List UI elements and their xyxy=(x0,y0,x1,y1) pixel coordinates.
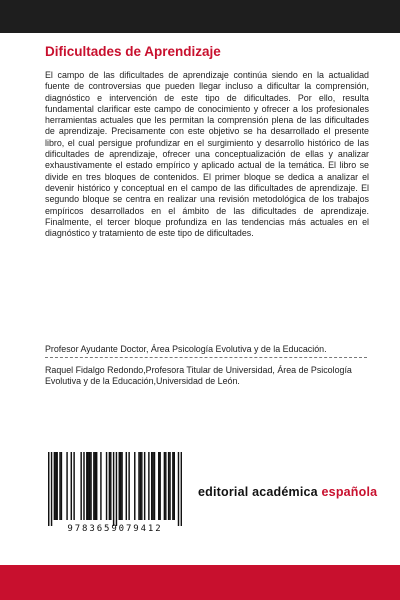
barcode-bar xyxy=(54,452,55,520)
barcode-bar xyxy=(95,452,96,520)
barcode-bar xyxy=(169,452,170,520)
barcode-bar xyxy=(178,452,179,526)
barcode-bar xyxy=(120,452,121,520)
barcode-bar xyxy=(56,452,57,520)
barcode-bar xyxy=(109,452,110,520)
barcode-bar xyxy=(51,452,52,526)
barcode-bar xyxy=(61,452,62,520)
barcode-bar xyxy=(134,452,135,520)
barcode-bar xyxy=(144,452,145,520)
top-band xyxy=(0,0,400,33)
barcode-bar xyxy=(119,452,120,520)
barcode-bars xyxy=(48,452,182,526)
author-divider xyxy=(45,357,367,358)
barcode-bar xyxy=(152,452,153,520)
barcode-bar xyxy=(148,452,149,520)
barcode-bar xyxy=(164,452,165,520)
author-bio-1: Profesor Ayudante Doctor, Área Psicología Evolutiva y de la Educación. xyxy=(45,344,327,354)
barcode-bar xyxy=(172,452,173,520)
barcode-bar xyxy=(159,452,160,520)
barcode-bar xyxy=(66,452,67,520)
barcode-bar xyxy=(80,452,81,520)
barcode-bar xyxy=(116,452,117,526)
barcode-bar xyxy=(87,452,88,520)
barcode-bar xyxy=(141,452,142,520)
barcode-bar xyxy=(165,452,166,520)
barcode-bar xyxy=(48,452,49,526)
barcode-bar xyxy=(140,452,141,520)
barcode-bar xyxy=(106,452,107,520)
publisher-logo xyxy=(198,485,377,499)
barcode-bar xyxy=(90,452,91,520)
barcode-bar xyxy=(86,452,87,520)
barcode-bar xyxy=(55,452,56,520)
barcode-bar xyxy=(110,452,111,520)
barcode-bar xyxy=(121,452,122,520)
publisher-name: editorial académica xyxy=(198,485,322,499)
barcode-bar xyxy=(89,452,90,520)
barcode-bar xyxy=(168,452,169,520)
barcode-bar xyxy=(174,452,175,520)
book-title: Dificultades de Aprendizaje xyxy=(45,44,221,59)
barcode-bar xyxy=(96,452,97,520)
barcode-bar xyxy=(113,452,114,526)
barcode-bar xyxy=(154,452,155,520)
barcode-bar xyxy=(158,452,159,520)
barcode-bar xyxy=(126,452,127,520)
bottom-band xyxy=(0,565,400,600)
barcode-bar xyxy=(73,452,74,520)
barcode-bar xyxy=(138,452,139,520)
barcode-bar xyxy=(151,452,152,520)
barcode-bar xyxy=(128,452,129,520)
isbn-digits: 9783659079412 xyxy=(67,524,163,534)
barcode-bar xyxy=(83,452,84,520)
isbn-barcode xyxy=(40,452,190,538)
author-bio-2: Raquel Fidalgo Redondo,Profesora Titular de Universidad, Área de Psicología Evolutiva y de la Educación,Universidad de León. xyxy=(45,365,352,387)
barcode-bar xyxy=(93,452,94,520)
barcode-bar xyxy=(59,452,60,520)
barcode-bar xyxy=(100,452,101,520)
book-blurb: El campo de las dificultades de aprendizaje continúa siendo en la actualidad fuente de controversias que pueden llegar incluso a dificultar la comprensión, diagnóstico e intervención de este tipo de dificultades. Por ello, resulta fundamental clarificar este campo de conocimiento y ofrecer a los profesionales herramientas actuales que les permitan la comprensión plena de las dificultades de aprendizaje. Precisamente con este objetivo se ha desarrollado el presente libro, el cual persigue profundizar en el surgimiento y desarrollo histórico de las dificultades de aprendizaje, ofrecer una conceptualización de ellas y analizar exhaustivamente el estado empírico y aplicado actual de la temática. El libro se divide en tres bloques de contenidos. El primer bloque se dedica a analizar el devenir histórico y conceptual en el campo de las dificultades de aprendizaje. El segundo bloque se centra en realizar una revisión metodológica de los trabajos empíricos desarrollados en el ámbito de las dificultades de aprendizaje. Finalmente, el tercer bloque profundiza en las tendencias más actuales en el diagnóstico y tratamiento de este tipo de dificultades. xyxy=(45,70,369,239)
barcode-bar xyxy=(181,452,182,526)
publisher-accent: española xyxy=(321,485,378,499)
barcode-bar xyxy=(71,452,72,520)
